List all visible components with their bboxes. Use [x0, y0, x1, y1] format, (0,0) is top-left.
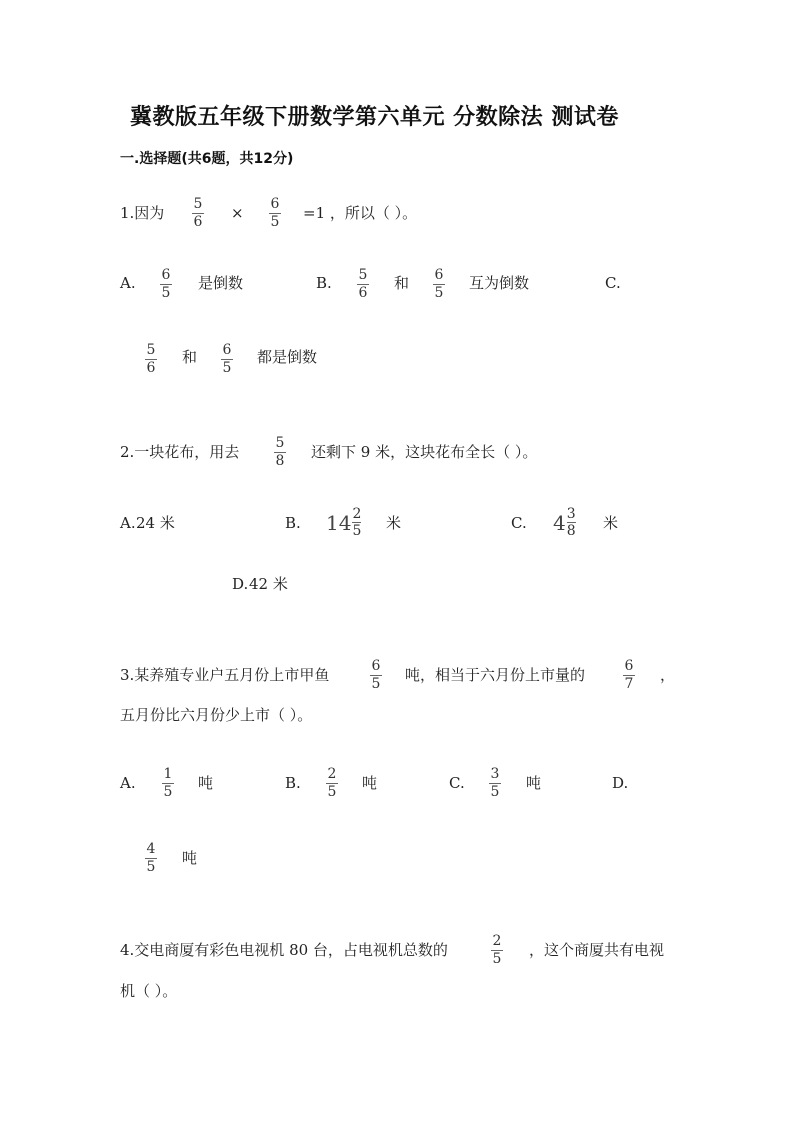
denominator: 5 [146, 859, 156, 875]
numerator: 6 [624, 658, 634, 674]
numerator: 6 [371, 658, 381, 674]
fraction [274, 436, 286, 469]
page-title: 冀教版五年级下册数学第六单元 分数除法 测试卷 [130, 105, 619, 130]
option-label: C. [605, 274, 621, 292]
option-unit: 吨 [362, 774, 378, 792]
denominator: 8 [275, 453, 285, 469]
numerator: 2 [327, 766, 337, 782]
option-text: 24 米 [136, 514, 175, 532]
option-text: 42 米 [249, 575, 288, 593]
numerator: 5 [358, 267, 368, 283]
option-label: B. [285, 514, 301, 532]
denominator: 5 [222, 360, 232, 376]
fraction [357, 268, 369, 301]
denominator: 5 [161, 285, 171, 301]
numerator: 5 [275, 435, 285, 451]
option-unit: 吨 [198, 774, 214, 792]
question-4-suffix: ，这个商厦共有电视 [529, 941, 665, 959]
denominator: 5 [352, 523, 362, 539]
mixed-number [553, 507, 576, 538]
fraction [491, 934, 503, 967]
question-4-prefix: 4.交电商厦有彩色电视机 80 台，占电视机总数的 [120, 941, 448, 959]
fraction [145, 343, 157, 376]
fraction [145, 842, 157, 875]
fraction [162, 767, 174, 800]
option-unit: 米 [386, 514, 402, 532]
option-label: C. [511, 514, 527, 532]
option-label: C. [449, 774, 465, 792]
option-label: B. [285, 774, 301, 792]
denominator: 5 [490, 784, 500, 800]
denominator: 6 [146, 360, 156, 376]
numerator: 3 [490, 766, 500, 782]
option-unit: 吨 [182, 849, 198, 867]
question-4-line-2: 机（ ）。 [120, 982, 178, 1000]
question-2-prefix: 2.一块花布，用去 [120, 443, 240, 461]
fraction [221, 343, 233, 376]
numerator: 1 [163, 766, 173, 782]
option-and: 和 [182, 348, 198, 366]
question-2-suffix: 还剩下 9 米，这块花布全长（ ）。 [311, 443, 538, 461]
fraction [192, 197, 204, 230]
fraction [269, 197, 281, 230]
fraction [489, 767, 501, 800]
numerator: 2 [352, 506, 362, 522]
whole-part: 14 [326, 510, 352, 535]
fraction [326, 767, 338, 800]
fraction [623, 659, 635, 692]
option-text: 互为倒数 [469, 274, 530, 292]
numerator: 6 [434, 267, 444, 283]
denominator: 5 [434, 285, 444, 301]
numerator: 2 [492, 933, 502, 949]
fraction [352, 507, 361, 538]
option-unit: 吨 [526, 774, 542, 792]
numerator: 6 [270, 196, 280, 212]
denominator: 5 [327, 784, 337, 800]
question-3-prefix: 3.某养殖专业户五月份上市甲鱼 [120, 666, 330, 684]
option-and: 和 [394, 274, 410, 292]
option-label: A. [120, 774, 136, 792]
option-label: B. [316, 274, 332, 292]
numerator: 4 [146, 841, 156, 857]
denominator: 8 [566, 523, 576, 539]
denominator: 5 [371, 676, 381, 692]
denominator: 6 [358, 285, 368, 301]
question-3-line-2: 五月份比六月份少上市（ ）。 [120, 706, 313, 724]
fraction [160, 268, 172, 301]
section-heading: 一.选择题(共6题，共12分) [120, 151, 294, 167]
whole-part: 4 [553, 510, 566, 535]
option-label: D. [612, 774, 629, 792]
numerator: 6 [161, 267, 171, 283]
fraction [433, 268, 445, 301]
question-1-prefix: 1.因为 [120, 204, 165, 222]
times-sign: × [231, 204, 244, 222]
question-3-mid: 吨，相当于六月份上市量的 [405, 666, 586, 684]
option-unit: 米 [603, 514, 619, 532]
numerator: 6 [222, 342, 232, 358]
option-label: A. [120, 274, 136, 292]
numerator: 3 [566, 506, 576, 522]
mixed-number [326, 507, 361, 538]
numerator: 5 [193, 196, 203, 212]
denominator: 5 [492, 951, 502, 967]
denominator: 7 [624, 676, 634, 692]
denominator: 5 [270, 214, 280, 230]
option-text: 都是倒数 [257, 348, 318, 366]
fraction [370, 659, 382, 692]
option-label: D. [232, 575, 249, 593]
denominator: 6 [193, 214, 203, 230]
option-label: A. [120, 514, 136, 532]
question-3-comma: ， [660, 666, 676, 684]
denominator: 5 [163, 784, 173, 800]
option-text: 是倒数 [198, 274, 244, 292]
question-1-suffix: =1 ，所以（ ）。 [303, 204, 418, 222]
numerator: 5 [146, 342, 156, 358]
fraction [567, 507, 576, 538]
